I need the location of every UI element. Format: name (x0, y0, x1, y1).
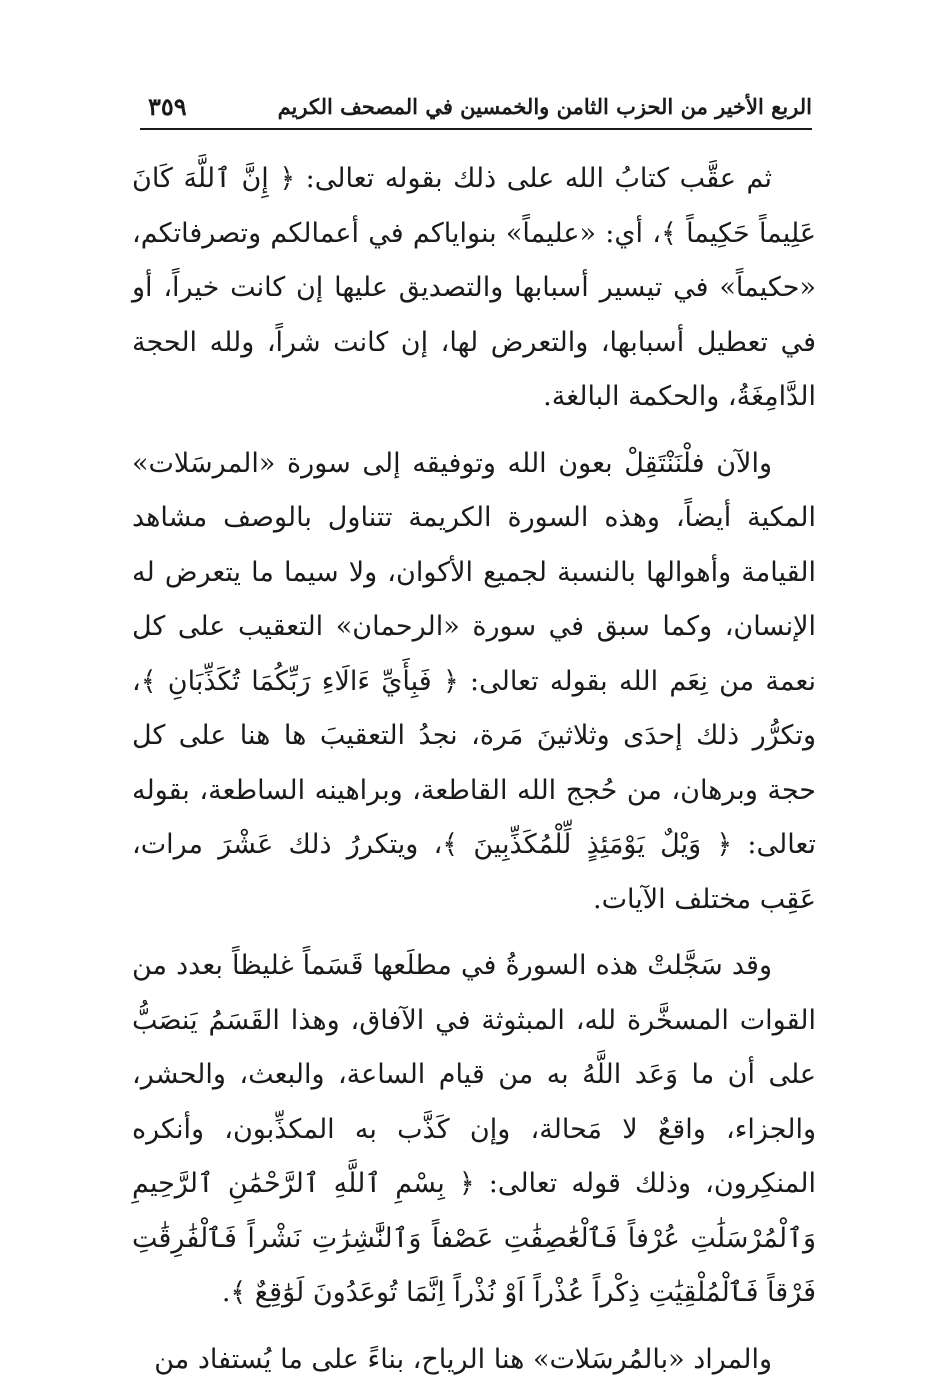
running-title: الربع الأخير من الحزب الثامن والخمسين في المصحف الكريم (277, 94, 812, 119)
paragraph-4: والمراد «بالمُرسَلات» هنا الرياح، بناءً على ما يُستفاد من (154, 1343, 772, 1375)
page-number: ٣٥٩ (148, 92, 187, 121)
paragraph-1: ثم عقَّب كتابُ الله على ذلك بقوله تعالى: ﴿ إِنَّ ٱللَّهَ كَانَ عَلِيماً حَكِيماً ﴾، أي: «عليماً» بنواياكم في أعمالكم وتصرفاتكم، «حكيماً» في تيسير أسبابها والتصديق عليها إن كانت خيراً، أو في تعطيل أسبابها، والتعرض لها، إن كانت شراً، ولله الحجة الدَّامِغَةُ، والحكمة البالغة. (132, 163, 816, 412)
page-header (140, 92, 812, 126)
body-text (132, 152, 816, 1399)
paragraph-3: وقد سَجَّلتْ هذه السورةُ في مطلَعها قَسَماً غليظاً بعدد من القوات المسخَّرة لله، المبثوثة في الآفاق، وهذا القَسَمُ يَنصَبُّ على أن ما وَعَد اللَّهُ به من قيام الساعة، والبعث، والحشر، والجزاء، واقعٌ لا مَحالة، وإن كَذَّب به المكذِّبون، وأنكره المنكِرون، وذلك قوله تعالى: ﴿ بِسْمِ ٱللَّهِ ٱلرَّحْمَٰنِ ٱلرَّحِيمِ وَٱلْمُرْسَلَٰتِ عُرْفاً فَٱلْعَٰصِفَٰتِ عَصْفاً وَٱلنَّٰشِرَٰتِ نَشْراً فَٱلْفَٰرِقَٰتِ فَرْقاً فَٱلْمُلْقِيَٰتِ ذِكْراً عُذْراً اَوْ نُذْراً اِنَّمَا تُوعَدُونَ لَوَٰقِعٌ ﴾. (132, 950, 816, 1308)
header-rule (140, 128, 812, 130)
paragraph-2: والآن فلْنَنْتَقِلْ بعون الله وتوفيقه إلى سورة «المرسَلات» المكية أيضاً، وهذه السورة الكريمة تتناول بالوصف مشاهد القيامة وأهوالها بالنسبة لجميع الأكوان، ولا سيما ما يتعرض له الإنسان، وكما سبق في سورة «الرحمان» التعقيب على كل نعمة من نِعَم الله بقوله تعالى: ﴿ فَبِأَيِّ ءَالَاءِ رَبِّكُمَا تُكَذِّبَانِ ﴾، وتكرُّر ذلك إحدَى وثلاثينَ مَرة، نجدُ التعقيبَ ها هنا على كل حجة وبرهان، من حُجج الله القاطعة، وبراهينه الساطعة، بقوله تعالى: ﴿ وَيْلٌ يَوْمَئِذٍ لِّلْمُكَذِّبِينَ ﴾، ويتكررُ ذلك عَشْرَ مرات، عَقِب مختلف الآيات. (132, 447, 816, 915)
